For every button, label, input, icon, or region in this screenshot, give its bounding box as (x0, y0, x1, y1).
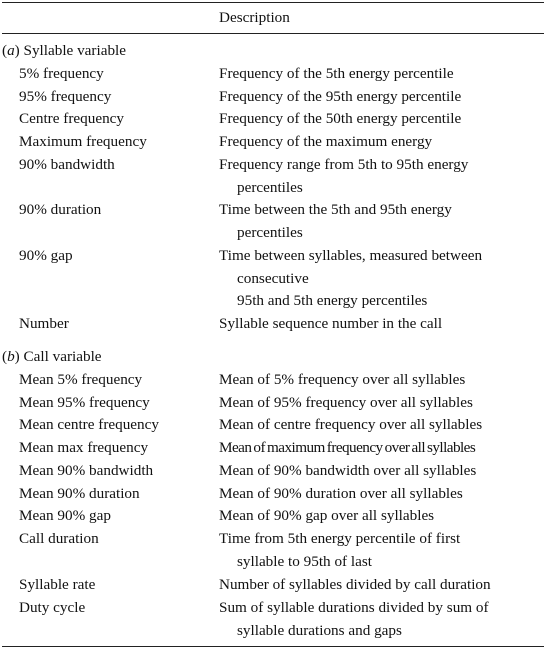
variable-description: Frequency of the maximum energy (219, 133, 433, 150)
variable-name: Mean max frequency (19, 439, 149, 456)
variable-name: Mean 90% duration (19, 485, 140, 502)
variable-name: Maximum frequency (19, 133, 147, 150)
variable-name: 90% bandwidth (19, 156, 115, 173)
variable-name: Mean 90% bandwidth (19, 462, 154, 479)
bottom-rule (2, 646, 544, 647)
variable-name: 90% gap (19, 247, 73, 264)
section-letter: b (7, 348, 15, 365)
section-heading-call: (b) Call variable (2, 348, 102, 365)
variable-description: Mean of 90% bandwidth over all syllables (219, 462, 477, 479)
variable-name: Number (19, 315, 69, 332)
variable-description: Frequency of the 5th energy percentile (219, 65, 454, 82)
variable-description: Number of syllables divided by call duration (219, 576, 491, 593)
variable-description: Mean of 90% gap over all syllables (219, 507, 435, 524)
description-column-header: Description (219, 9, 290, 26)
section-heading-syllable: (a) Syllable variable (2, 42, 126, 59)
variable-description: Mean of maximum frequency over all syllables (219, 439, 476, 456)
variable-name: Duty cycle (19, 599, 86, 616)
variable-name: Centre frequency (19, 110, 124, 127)
variable-name: Mean centre frequency (19, 416, 159, 433)
section-label: Syllable variable (23, 42, 126, 59)
variable-name: 5% frequency (19, 65, 104, 82)
variable-description: Mean of 5% frequency over all syllables (219, 371, 466, 388)
variable-description: Sum of syllable durations divided by sum of syllable durations and gaps (219, 599, 489, 639)
variable-name: 90% duration (19, 201, 102, 218)
variable-name: Syllable rate (19, 576, 96, 593)
section-label: Call variable (23, 348, 102, 365)
variable-description: Frequency range from 5th to 95th energy percentiles (219, 156, 469, 196)
variable-description: Syllable sequence number in the call (219, 315, 443, 332)
variable-description: Time between syllables, measured between consecutive 95th and 5th energy percentiles (219, 247, 483, 310)
variable-description: Frequency of the 50th energy percentile (219, 110, 462, 127)
variable-name: Mean 90% gap (19, 507, 111, 524)
variable-description: Mean of centre frequency over all syllables (219, 416, 483, 433)
variable-name: Mean 95% frequency (19, 394, 150, 411)
variable-description: Time from 5th energy percentile of first syllable to 95th of last (219, 530, 461, 570)
variable-description: Time between the 5th and 95th energy percentiles (219, 201, 452, 241)
section-letter: a (7, 42, 15, 59)
variable-description: Mean of 90% duration over all syllables (219, 485, 463, 502)
variable-name: Mean 5% frequency (19, 371, 143, 388)
variable-description: Frequency of the 95th energy percentile (219, 88, 462, 105)
variable-description: Mean of 95% frequency over all syllables (219, 394, 473, 411)
top-rule (2, 2, 544, 3)
variable-name: Call duration (19, 530, 99, 547)
header-rule (2, 33, 544, 34)
variable-name: 95% frequency (19, 88, 112, 105)
